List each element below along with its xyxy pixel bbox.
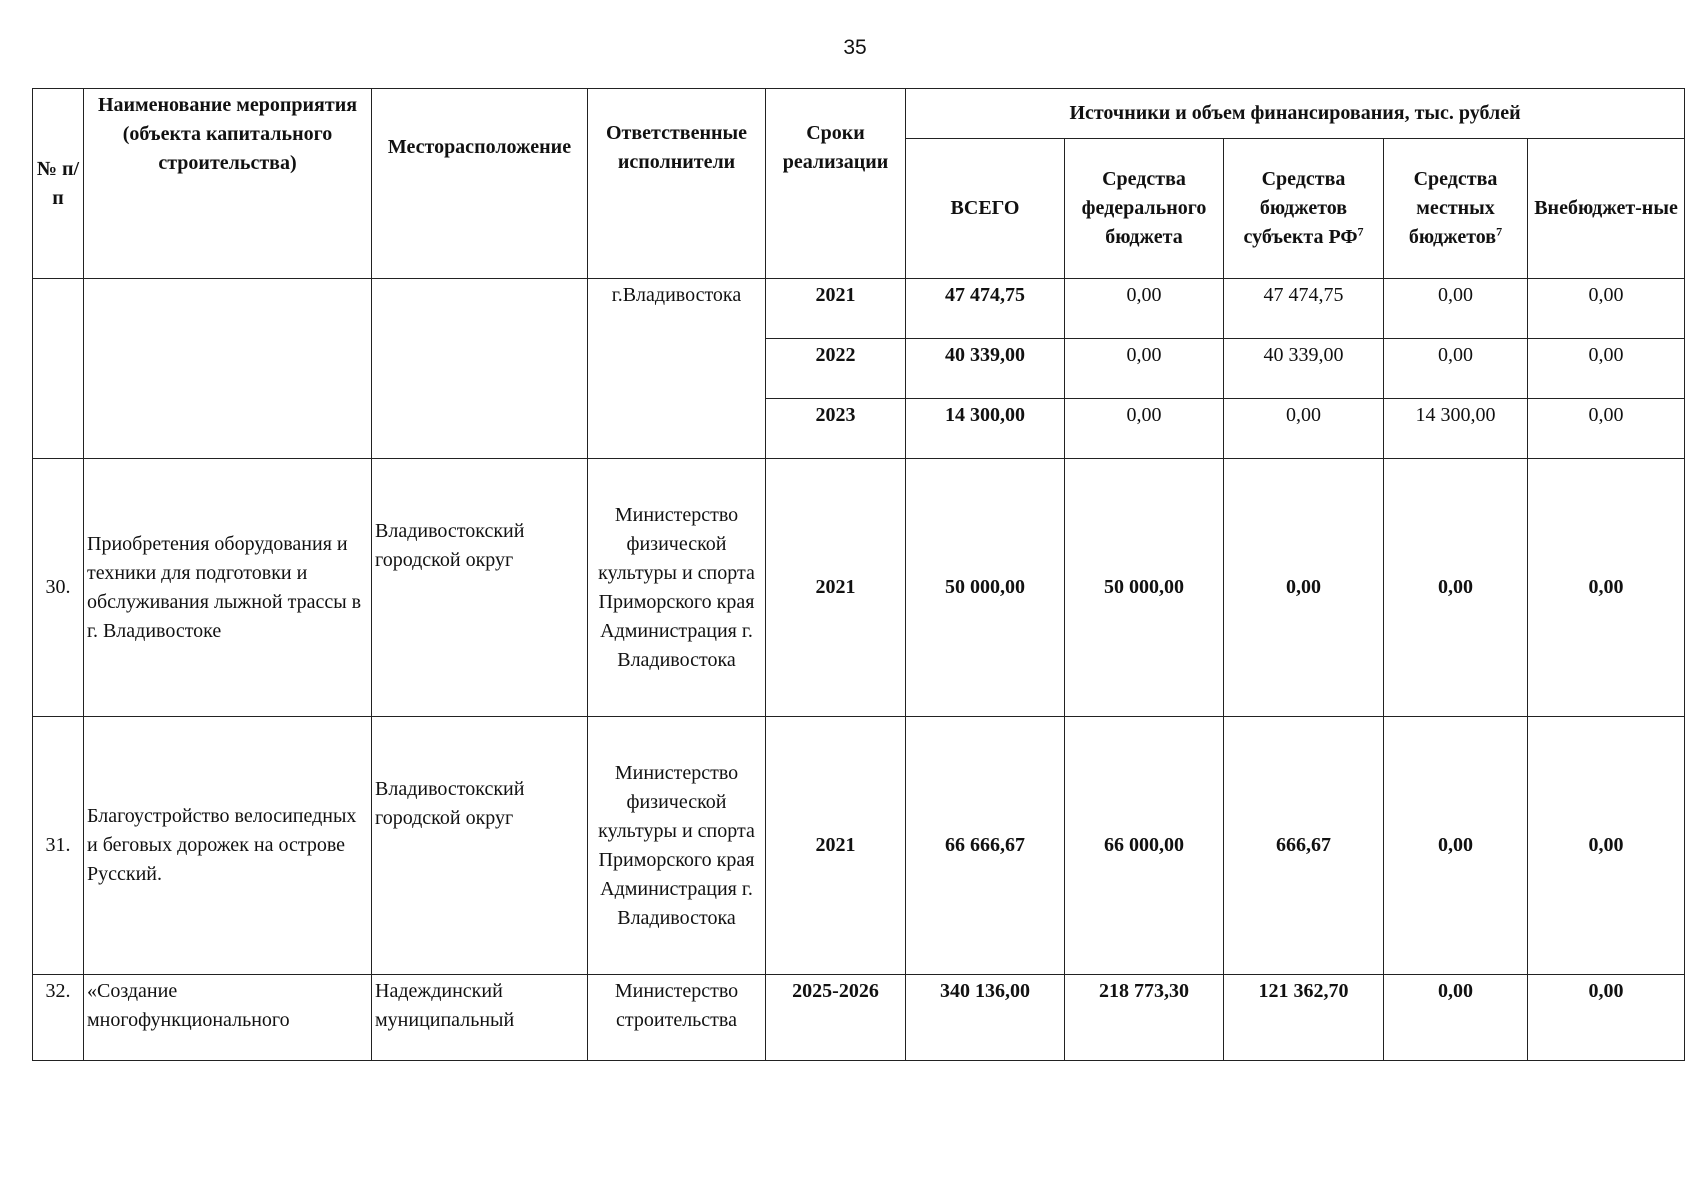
cell-subject: 0,00 — [1224, 399, 1384, 459]
cell-year: 2025-2026 — [766, 975, 906, 1061]
cell-subject: 0,00 — [1224, 459, 1384, 717]
cell-name: Благоустройство велосипедных и беговых дорожек на острове Русский. — [84, 717, 372, 975]
header-total: ВСЕГО — [906, 139, 1065, 279]
cell-responsible: Министерство физической культуры и спорта Приморского края Администрация г. Владивостока — [588, 459, 766, 717]
cell-total: 14 300,00 — [906, 399, 1065, 459]
cell-extra: 0,00 — [1528, 399, 1685, 459]
cell-responsible: Министерство физической культуры и спорта Приморского края Администрация г. Владивостока — [588, 717, 766, 975]
cell-location: Владивостокский городской округ — [372, 459, 588, 717]
header-responsible: Ответственные исполнители — [588, 89, 766, 279]
cell-year: 2022 — [766, 339, 906, 399]
financing-table — [32, 88, 1685, 1061]
cell-federal: 50 000,00 — [1065, 459, 1224, 717]
cell-total: 47 474,75 — [906, 279, 1065, 339]
header-subject — [1224, 139, 1384, 279]
header-terms: Сроки реализации — [766, 89, 906, 279]
cell-location: Владивостокский городской округ — [372, 717, 588, 975]
cell-num — [33, 279, 84, 459]
cell-location — [372, 279, 588, 459]
cell-responsible: г.Владивостока — [588, 279, 766, 459]
cell-extra: 0,00 — [1528, 975, 1685, 1061]
header-funding-group: Источники и объем финансирования, тыс. рублей — [906, 89, 1685, 139]
header-row-top — [33, 89, 1685, 139]
cell-federal: 0,00 — [1065, 279, 1224, 339]
header-subject-text: Средства бюджетов субъекта РФ — [1243, 168, 1358, 248]
cell-local: 0,00 — [1384, 339, 1528, 399]
cell-total: 50 000,00 — [906, 459, 1065, 717]
cell-total: 40 339,00 — [906, 339, 1065, 399]
cell-federal: 0,00 — [1065, 399, 1224, 459]
header-federal: Средства федерального бюджета — [1065, 139, 1224, 279]
page-number: 35 — [843, 36, 867, 59]
cell-federal: 0,00 — [1065, 339, 1224, 399]
cell-subject: 121 362,70 — [1224, 975, 1384, 1061]
header-subject-footnote: 7 — [1357, 224, 1364, 239]
header-local-footnote: 7 — [1496, 224, 1503, 239]
header-num: № п/п — [33, 89, 84, 279]
header-local-text: Средства местных бюджетов — [1408, 168, 1498, 248]
cell-extra: 0,00 — [1528, 717, 1685, 975]
cell-local: 0,00 — [1384, 975, 1528, 1061]
cell-year: 2023 — [766, 399, 906, 459]
cell-subject: 47 474,75 — [1224, 279, 1384, 339]
cell-num: 32. — [33, 975, 84, 1061]
cell-extra: 0,00 — [1528, 339, 1685, 399]
table-row — [33, 459, 1685, 717]
header-extra: Внебюджет-ные — [1528, 139, 1685, 279]
cell-responsible: Министерство строительства — [588, 975, 766, 1061]
cell-extra: 0,00 — [1528, 279, 1685, 339]
cell-num: 30. — [33, 459, 84, 717]
cell-year: 2021 — [766, 279, 906, 339]
header-location: Месторасположение — [372, 89, 588, 279]
cell-extra: 0,00 — [1528, 459, 1685, 717]
cell-total: 66 666,67 — [906, 717, 1065, 975]
cell-subject: 666,67 — [1224, 717, 1384, 975]
table-row — [33, 717, 1685, 975]
cell-year: 2021 — [766, 717, 906, 975]
cell-num: 31. — [33, 717, 84, 975]
cell-name — [84, 279, 372, 459]
cell-local: 14 300,00 — [1384, 399, 1528, 459]
cell-name: Приобретения оборудования и техники для подготовки и обслуживания лыжной трассы в г. Владивостоке — [84, 459, 372, 717]
cell-local: 0,00 — [1384, 717, 1528, 975]
cell-federal: 66 000,00 — [1065, 717, 1224, 975]
cell-local: 0,00 — [1384, 279, 1528, 339]
table-row — [33, 279, 1685, 339]
cell-subject: 40 339,00 — [1224, 339, 1384, 399]
cell-name: «Создание многофункционального — [84, 975, 372, 1061]
table-row — [33, 975, 1685, 1061]
header-local — [1384, 139, 1528, 279]
cell-total: 340 136,00 — [906, 975, 1065, 1061]
cell-federal: 218 773,30 — [1065, 975, 1224, 1061]
cell-local: 0,00 — [1384, 459, 1528, 717]
header-name: Наименование мероприятия (объекта капитального строительства) — [84, 89, 372, 279]
cell-location: Надеждинский муниципальный — [372, 975, 588, 1061]
cell-year: 2021 — [766, 459, 906, 717]
